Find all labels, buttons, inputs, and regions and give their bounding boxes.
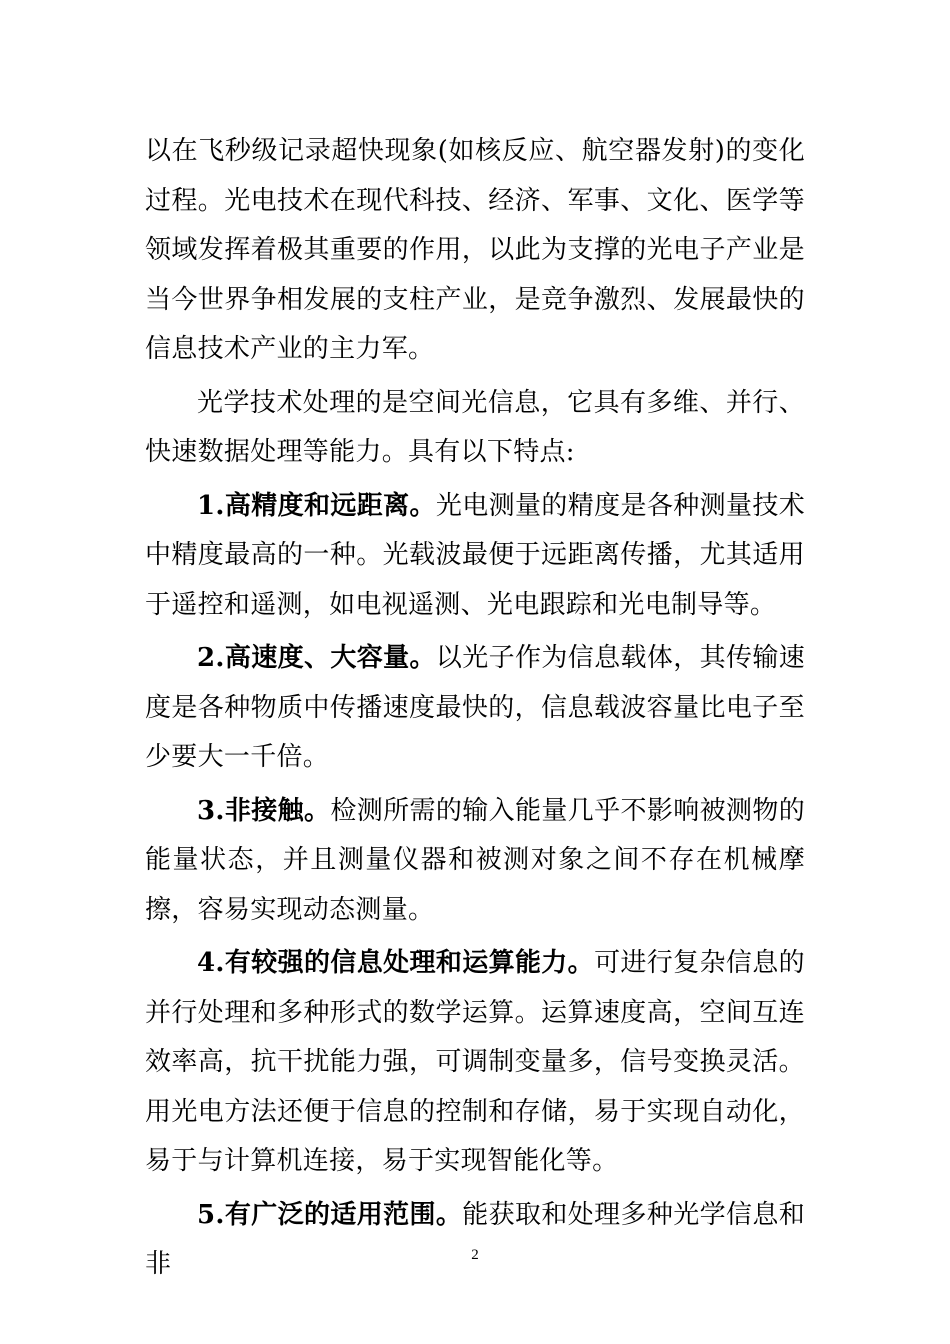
feature-heading: 3.非接触。 <box>197 795 331 826</box>
feature-heading: 1.高精度和远距离。 <box>197 490 436 521</box>
paragraph-1 <box>145 127 805 375</box>
feature-heading: 4.有较强的信息处理和运算能力。 <box>197 948 595 978</box>
page-number: 2 <box>471 1247 479 1263</box>
feature-text: 以光子作为信息载体，其传输速度是各种物质中传播速度最快的，信息载波容量比电子至少要大一千倍。 <box>145 643 805 772</box>
paragraph-text: 光学技术处理的是空间光信息，它具有多维、并行、快速数据处理等能力。具有以下特点: <box>145 387 805 467</box>
feature-4-paragraph <box>145 939 805 1187</box>
feature-text: 可进行复杂信息的并行处理和多种形式的数学运算。运算速度高，空间互连效率高，抗干扰能力强，可调制变量多，信号变换灵活。用光电方法还便于信息的控制和存储，易于实现自动化，易于与计算机连接，易于实现智能化等。 <box>145 948 805 1176</box>
paragraph-text: 以在飞秒级记录超快现象(如核反应、航空器发射)的变化过程。光电技术在现代科技、经济、军事、文化、医学等领域发挥着极其重要的作用，以此为支撑的光电子产业是当今世界争相发展的支柱产业，是竞争激烈、发展最快的信息技术产业的主力军。 <box>145 136 805 364</box>
feature-heading: 2.高速度、大容量。 <box>197 643 436 673</box>
feature-heading: 5.有广泛的适用范围。 <box>197 1199 463 1230</box>
document-body <box>145 127 805 1290</box>
feature-5-paragraph <box>145 1191 805 1290</box>
feature-1-paragraph <box>145 482 805 631</box>
feature-text: 能获取和处理多种光学信息和非 <box>145 1199 805 1279</box>
feature-3-paragraph <box>145 787 805 936</box>
paragraph-2 <box>145 379 805 478</box>
feature-text: 检测所需的输入能量几乎不影响被测物的能量状态，并且测量仪器和被测对象之间不存在机械摩擦，容易实现动态测量。 <box>145 795 805 925</box>
feature-text: 光电测量的精度是各种测量技术中精度最高的一种。光载波最便于远距离传播，尤其适用于遥控和遥测，如电视遥测、光电跟踪和光电制导等。 <box>145 490 805 620</box>
feature-2-paragraph <box>145 634 805 783</box>
